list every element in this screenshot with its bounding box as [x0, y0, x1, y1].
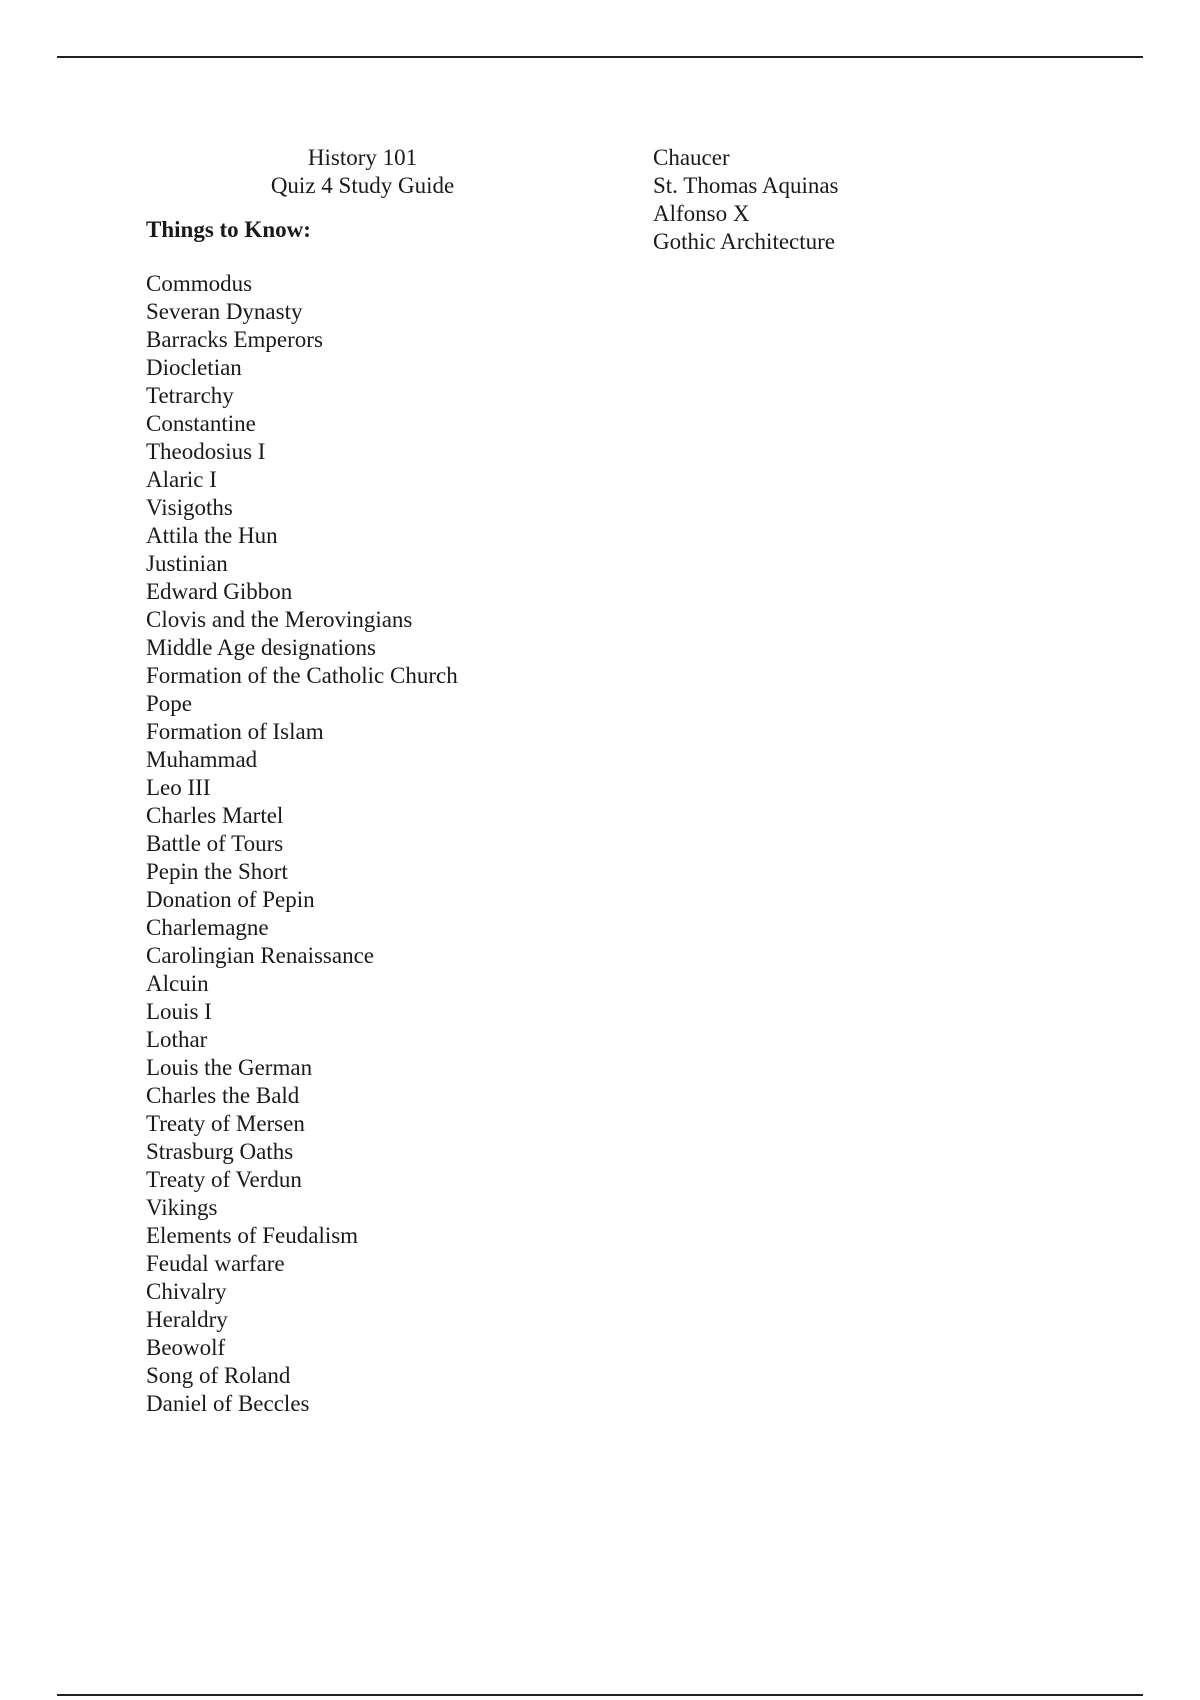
left-column: [146, 144, 626, 1418]
list-item: Commodus: [146, 271, 253, 296]
list-item: Strasburg Oaths: [146, 1139, 294, 1164]
list-item: Lothar: [146, 1027, 208, 1052]
list-item: Attila the Hun: [146, 523, 278, 548]
list-item: Formation of Islam: [146, 719, 324, 744]
list-item: Pepin the Short: [146, 859, 288, 884]
list-item: Chivalry: [146, 1279, 227, 1304]
list-item: Alfonso X: [653, 201, 750, 226]
top-rule: [57, 56, 1143, 58]
list-item: Diocletian: [146, 355, 242, 380]
list-item: Alcuin: [146, 971, 209, 996]
bottom-rule: [57, 1694, 1143, 1696]
list-item: Justinian: [146, 551, 228, 576]
list-item: Daniel of Beccles: [146, 1391, 310, 1416]
list-item: Elements of Feudalism: [146, 1223, 359, 1248]
list-item: Song of Roland: [146, 1363, 291, 1388]
list-item: Barracks Emperors: [146, 327, 323, 352]
list-item: Gothic Architecture: [653, 229, 836, 254]
list-item: Battle of Tours: [146, 831, 284, 856]
list-item: Heraldry: [146, 1307, 228, 1332]
list-item: Pope: [146, 691, 192, 716]
list-item: Donation of Pepin: [146, 887, 315, 912]
topic-list-continued: [653, 144, 1133, 256]
list-item: Louis I: [146, 999, 212, 1024]
list-item: Chaucer: [653, 145, 730, 170]
list-item: Middle Age designations: [146, 635, 376, 660]
things-to-know-heading: Things to Know:: [146, 217, 311, 242]
list-item: Visigoths: [146, 495, 233, 520]
list-item: Charlemagne: [146, 915, 269, 940]
list-item: Alaric I: [146, 467, 217, 492]
list-item: Charles the Bald: [146, 1083, 300, 1108]
list-item: Louis the German: [146, 1055, 313, 1080]
list-item: Theodosius I: [146, 439, 266, 464]
title-block: [146, 144, 579, 200]
list-item: Carolingian Renaissance: [146, 943, 375, 968]
list-item: Feudal warfare: [146, 1251, 285, 1276]
list-item: St. Thomas Aquinas: [653, 173, 839, 198]
list-item: Leo III: [146, 775, 211, 800]
list-item: Treaty of Verdun: [146, 1167, 302, 1192]
topic-list: [146, 270, 626, 1418]
list-item: Severan Dynasty: [146, 299, 303, 324]
course-title: History 101: [307, 145, 418, 170]
list-item: Vikings: [146, 1195, 218, 1220]
list-item: Muhammad: [146, 747, 258, 772]
guide-subtitle: Quiz 4 Study Guide: [270, 173, 455, 198]
list-item: Beowolf: [146, 1335, 226, 1360]
right-column: [653, 144, 1133, 256]
list-item: Clovis and the Merovingians: [146, 607, 413, 632]
list-item: Constantine: [146, 411, 256, 436]
list-item: Formation of the Catholic Church: [146, 663, 458, 688]
list-item: Charles Martel: [146, 803, 284, 828]
list-item: Treaty of Mersen: [146, 1111, 305, 1136]
list-item: Edward Gibbon: [146, 579, 293, 604]
list-item: Tetrarchy: [146, 383, 234, 408]
